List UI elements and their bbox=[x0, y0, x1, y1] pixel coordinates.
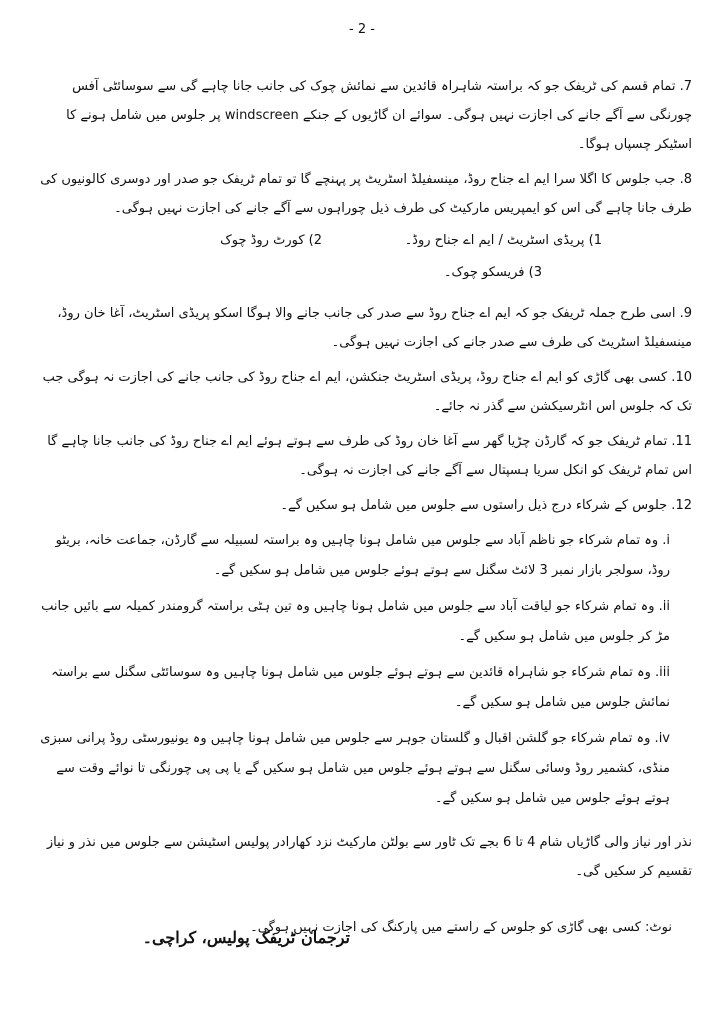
sub-item-i: i. وہ تمام شرکاء جو ناظم آباد سے جلوس میں شامل ہونا چاہیں وہ براستہ لسبیلہ سے گارڈن، جماعت خانہ، بریٹو روڈ، سولجر بازار نمبر 3 لائٹ سگنل سے ہوتے ہوئے جلوس میں شامل ہو سکیں گے۔ bbox=[55, 533, 670, 578]
route-item-1: 1) پریڈی اسٹریٹ / ایم اے جناح روڈ۔ bbox=[404, 233, 602, 248]
paragraph-12: 12. جلوس کے شرکاء درج ذیل راستوں سے جلوس میں شامل ہو سکیں گے۔ bbox=[280, 498, 692, 513]
paragraph-11: 11. تمام ٹریفک جو کہ گارڈن چڑیا گھر سے آغا خان روڈ کی طرف سے ہوتے ہوئے ایم اے جناح روڈ کی جانب جانا چاہے گا اس تمام ٹریفک کو انکل سریا ہسپتال سے آگے جانے کی اجازت نہ ہوگی۔ bbox=[47, 434, 692, 478]
nazar-niaz-paragraph: نذر اور نیاز والی گاڑیاں شام 4 تا 6 بجے تک ٹاور سے بولٹن مارکیٹ نزد کھارادر پولیس اسٹیشن سے جلوس میں نذر و نیاز تقسیم کر سکیں گی۔ bbox=[46, 835, 692, 879]
route-list bbox=[34, 229, 692, 295]
sub-item-iii: iii. وہ تمام شرکاء جو شاہراہ قائدین سے ہوتے ہوئے جلوس میں شامل ہونا چاہیں وہ سوسائٹی سگنل سے براستہ نمائش جلوس میں شامل ہو سکیں گے۔ bbox=[51, 665, 670, 710]
page-number: - 2 - bbox=[349, 22, 375, 37]
signature: ترجمان ٹریفک پولیس، کراچی۔ bbox=[142, 928, 350, 947]
paragraph-7: 7. تمام قسم کی ٹریفک جو کہ براستہ شاہراہ قائدین سے نمائش چوک کی جانب جانا چاہے گی سے سوسائٹی آفس چورنگی سے آگے جانے کی اجازت نہیں ہوگی۔ سوائے ان گاڑیوں کے جنکے windscreen پر جلوس میں شامل ہونے کا اسٹیکر چسپاں ہوگا۔ bbox=[66, 79, 692, 152]
document-body bbox=[34, 72, 692, 942]
sub-item-iv: iv. وہ تمام شرکاء جو گلشن اقبال و گلستان جوہر سے جلوس میں شامل ہونا چاہیں وہ یونیورسٹی روڈ پرانی سبزی منڈی، کشمیر روڈ وسائی سگنل سے ہوتے ہوئے جلوس میں شامل ہو سکیں گے یا پی پی چورنگی تا نوائے وقت سے ہوتے ہوئے جلوس میں شامل ہو سکیں گے۔ bbox=[40, 731, 670, 806]
paragraph-10: 10. کسی بھی گاڑی کو ایم اے جناح روڈ، پریڈی اسٹریٹ جنکشن، ایم اے جناح روڈ کی جانب جانے کی اجازت نہ ہوگی جب تک کہ جلوس اس انٹرسیکشن سے گذر نہ جائے۔ bbox=[42, 370, 692, 414]
parking-note: نوٹ: کسی بھی گاڑی کو جلوس کے راستے میں پارکنگ کی اجازت نہیں ہوگی۔ bbox=[250, 920, 672, 935]
paragraph-9: 9. اسی طرح جملہ ٹریفک جو کہ ایم اے جناح روڈ سے صدر کی جانب جانے والا ہوگا اسکو پریڈی اسٹریٹ، آغا خان روڈ، مینسفیلڈ اسٹریٹ کی طرف سے صدر جانے کی اجازت نہیں ہوگی۔ bbox=[57, 306, 692, 350]
route-item-3: 3) فریسکو چوک۔ bbox=[443, 265, 542, 280]
sub-item-ii: ii. وہ تمام شرکاء جو لیاقت آباد سے جلوس میں شامل ہونا چاہیں وہ تین ہٹی براستہ گرومندر کمیلہ سے بائیں جانب مڑ کر جلوس میں شامل ہو سکیں گے۔ bbox=[41, 599, 670, 644]
paragraph-8: 8. جب جلوس کا اگلا سرا ایم اے جناح روڈ، مینسفیلڈ اسٹریٹ پر پہنچے گا تو تمام ٹریفک جو صدر اور دوسری کالونیوں کی طرف جانا چاہے گی اس کو ایمپریس مارکیٹ کی طرف ذیل چوراہوں سے آگے جانے کی اجازت نہیں ہوگی۔ bbox=[40, 172, 692, 216]
route-item-2: 2) کورٹ روڈ چوک bbox=[220, 233, 322, 248]
